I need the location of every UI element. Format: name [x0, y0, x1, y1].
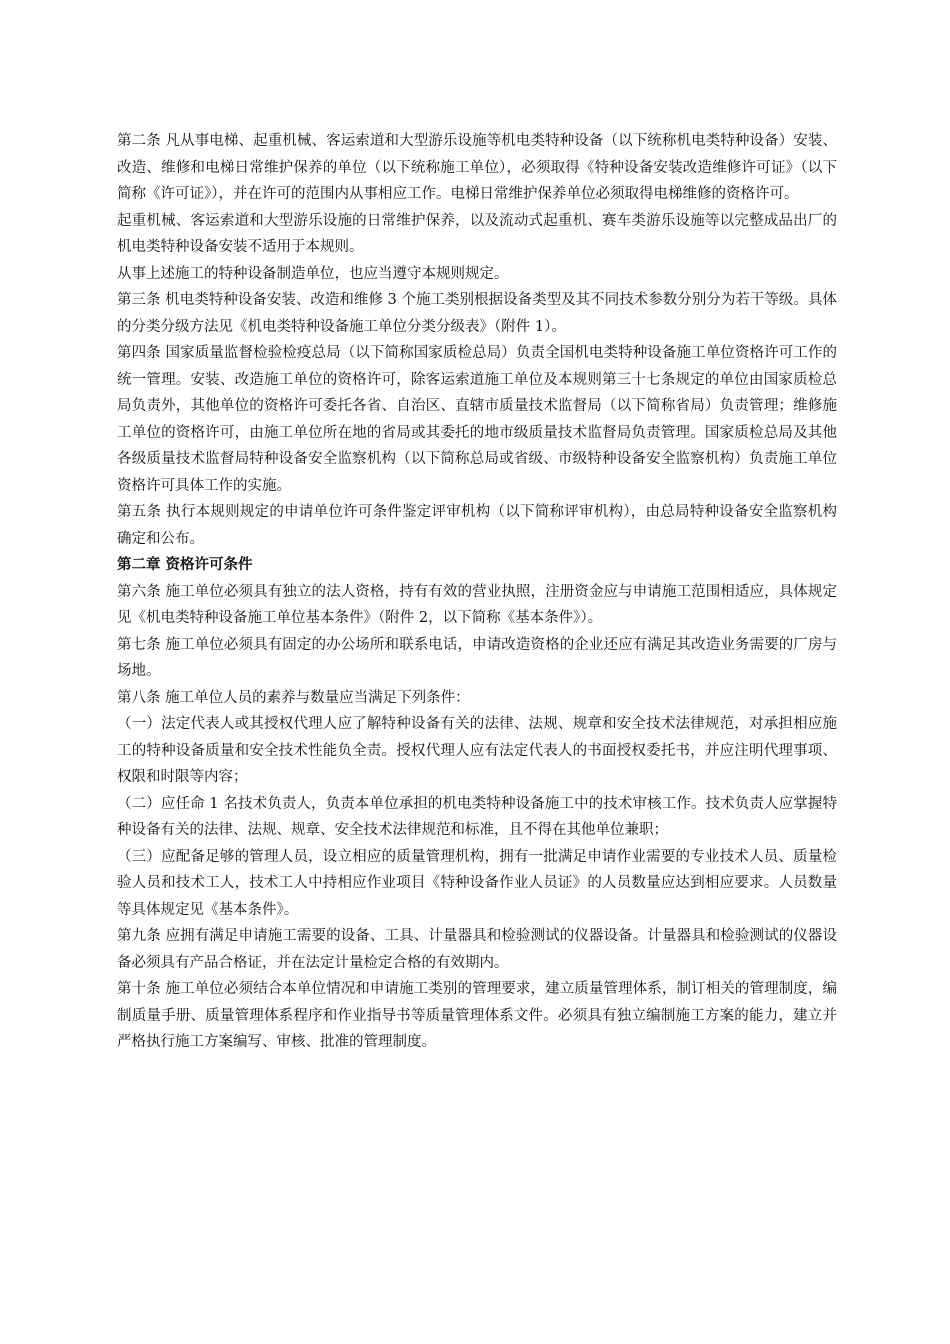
paragraph-article-9: 第九条 应拥有满足申请施工需要的设备、工具、计量器具和检验测试的仪器设备。计量器具和检验测试的仪器设备必须具有产品合格证，并在法定计量检定合格的有效期内。 — [117, 928, 837, 971]
paragraph-exclusions: 起重机械、客运索道和大型游乐设施的日常维护保养，以及流动式起重机、赛车类游乐设施等以完整成品出厂的机电类特种设备安装不适用于本规则。 — [117, 212, 837, 255]
paragraph-article-10: 第十条 施工单位必须结合本单位情况和申请施工类别的管理要求，建立质量管理体系，制订相关的管理制度，编制质量手册、质量管理体系程序和作业指导书等质量管理体系文件。必须具有独立编制施工方案的能力，建立并严格执行施工方案编写、审核、批准的管理制度。 — [117, 981, 837, 1050]
document-page — [117, 128, 837, 1056]
paragraph-article-8: 第八条 施工单位人员的素养与数量应当满足下列条件： — [117, 689, 470, 706]
paragraph-article-4: 第四条 国家质量监督检验检疫总局（以下简称国家质检总局）负责全国机电类特种设备施工单位资格许可工作的统一管理。安装、改造施工单位的资格许可，除客运索道施工单位及本规则第三十七条规定的单位由国家质检总局负责外，其他单位的资格许可委托各省、自治区、直辖市质量技术监督局（以下简称省局）负责管理；维修施工单位的资格许可，由施工单位所在地的省局或其委托的地市级质量技术监督局负责管理。国家质检总局及其他各级质量技术监督局特种设备安全监察机构（以下简称总局或省级、市级特种设备安全监察机构）负责施工单位资格许可具体工作的实施。 — [117, 345, 837, 494]
paragraph-article-6: 第六条 施工单位必须具有独立的法人资格，持有有效的营业执照，注册资金应与申请施工范围相适应，具体规定见《机电类特种设备施工单位基本条件》（附件 2，以下简称《基本条件》）。 — [117, 583, 837, 626]
paragraph-article-5: 第五条 执行本规则规定的申请单位许可条件鉴定评审机构（以下简称评审机构），由总局特种设备安全监察机构确定和公布。 — [117, 504, 837, 547]
chapter-2-heading: 第二章 资格许可条件 — [117, 557, 253, 573]
paragraph-article-2: 第二条 凡从事电梯、起重机械、客运索道和大型游乐设施等机电类特种设备（以下统称机电类特种设备）安装、改造、维修和电梯日常维护保养的单位（以下统称施工单位），必须取得《特种设备安装改造维修许可证》（以下简称《许可证》），并在许可的范围内从事相应工作。电梯日常维护保养单位必须取得电梯维修的资格许可。 — [117, 133, 837, 202]
paragraph-item-1: （一）法定代表人或其授权代理人应了解特种设备有关的法律、法规、规章和安全技术法律规范，对承担相应施工的特种设备质量和安全技术性能负全责。授权代理人应有法定代表人的书面授权委托书，并应注明代理事项、权限和时限等内容； — [117, 716, 837, 785]
paragraph-article-7: 第七条 施工单位必须具有固定的办公场所和联系电话，申请改造资格的企业还应有满足其改造业务需要的厂房与场地。 — [117, 636, 837, 679]
paragraph-item-3: （三）应配备足够的管理人员，设立相应的质量管理机构，拥有一批满足申请作业需要的专业技术人员、质量检验人员和技术工人，技术工人中持相应作业项目《特种设备作业人员证》的人员数量应达到相应要求。人员数量等具体规定见《基本条件》。 — [117, 848, 837, 918]
paragraph-article-3: 第三条 机电类特种设备安装、改造和维修 3 个施工类别根据设备类型及其不同技术参数分别分为若干等级。具体的分类分级方法见《机电类特种设备施工单位分类分级表》（附件 1）。 — [117, 292, 837, 335]
paragraph-manufacturers: 从事上述施工的特种设备制造单位，也应当遵守本规则规定。 — [117, 265, 509, 282]
paragraph-item-2: （二）应任命 1 名技术负责人，负责本单位承担的机电类特种设备施工中的技术审核工作。技术负责人应掌握特种设备有关的法律、法规、规章、安全技术法律规范和标准，且不得在其他单位兼职； — [117, 795, 837, 838]
